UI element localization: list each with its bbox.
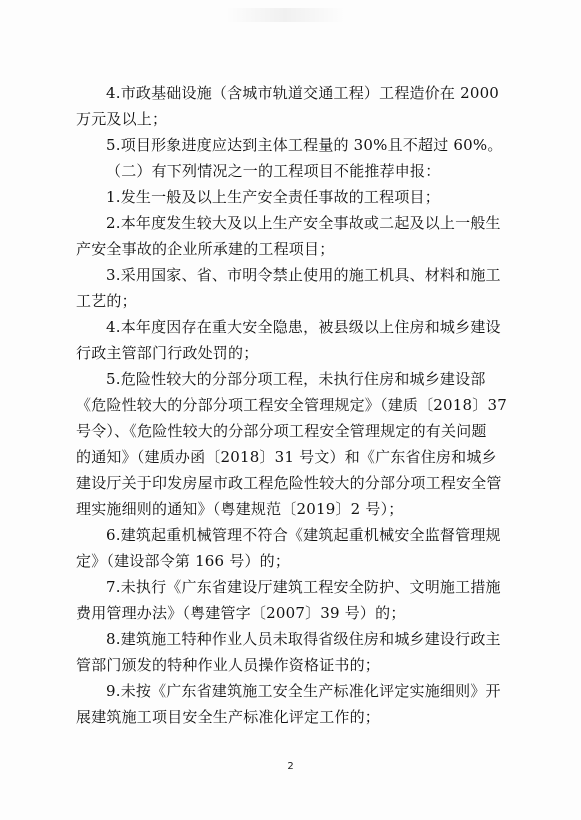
text-line: 产安全事故的企业所承建的工程项目； — [76, 240, 335, 258]
text-line: 3.采用国家、省、市明令禁止使用的施工机具、材料和施工 — [106, 266, 501, 284]
text-line: 工艺的； — [76, 292, 137, 310]
text-line: 管部门颁发的特种作业人员操作资格证书的； — [76, 656, 381, 674]
text-line: 4.市政基础设施（含城市轨道交通工程）工程造价在 2000 — [106, 84, 500, 102]
document-body — [76, 80, 514, 730]
text-line: 8.建筑施工特种作业人员未取得省级住房和城乡建设行政主 — [106, 630, 501, 648]
text-line: 6.建筑起重机械管理不符合《建筑起重机械安全监督管理规 — [106, 526, 501, 544]
text-line: 1.发生一般及以上生产安全责任事故的工程项目； — [106, 188, 440, 206]
text-line: 建设厅关于印发房屋市政工程危险性较大的分部分项工程安全管 — [76, 474, 502, 492]
text-line: 展建筑施工项目安全生产标准化评定工作的； — [76, 708, 381, 726]
page-number: 2 — [287, 761, 294, 772]
text-line: 9.未按《广东省建筑施工安全生产标准化评定实施细则》开 — [106, 682, 501, 700]
text-line: 行政主管部门行政处罚的； — [76, 344, 259, 362]
text-line: 5.危险性较大的分部分项工程，未执行住房和城乡建设部 — [106, 370, 486, 388]
text-line: 理实施细则的通知》（粤建规范〔2019〕2 号）； — [76, 500, 404, 518]
scan-artifact — [225, 8, 345, 22]
text-line: 4.本年度因存在重大安全隐患，被县级以上住房和城乡建设 — [106, 318, 501, 336]
text-line: 5.项目形象进度应达到主体工程量的 30%且不超过 60%。 — [106, 136, 503, 154]
text-line: 《危险性较大的分部分项工程安全管理规定》（建质〔2018〕37 — [76, 396, 507, 414]
text-line: 定》（建设部令第 166 号）的； — [76, 552, 291, 570]
text-line: 费用管理办法》（粤建管字〔2007〕39 号）的； — [76, 604, 406, 622]
text-line: 2.本年度发生较大及以上生产安全事故或二起及以上一般生 — [106, 214, 501, 232]
text-line: 7.未执行《广东省建设厅建筑工程安全防护、文明施工措施 — [106, 578, 501, 596]
text-line: 号令）、《危险性较大的分部分项工程安全管理规定的有关问题 — [76, 422, 487, 440]
text-line: （二）有下列情况之一的工程项目不能推荐申报： — [106, 162, 441, 180]
text-line: 的通知》（建质办函〔2018〕31 号文）和《广东省住房和城乡 — [76, 448, 497, 466]
text-line: 万元及以上； — [76, 110, 168, 128]
